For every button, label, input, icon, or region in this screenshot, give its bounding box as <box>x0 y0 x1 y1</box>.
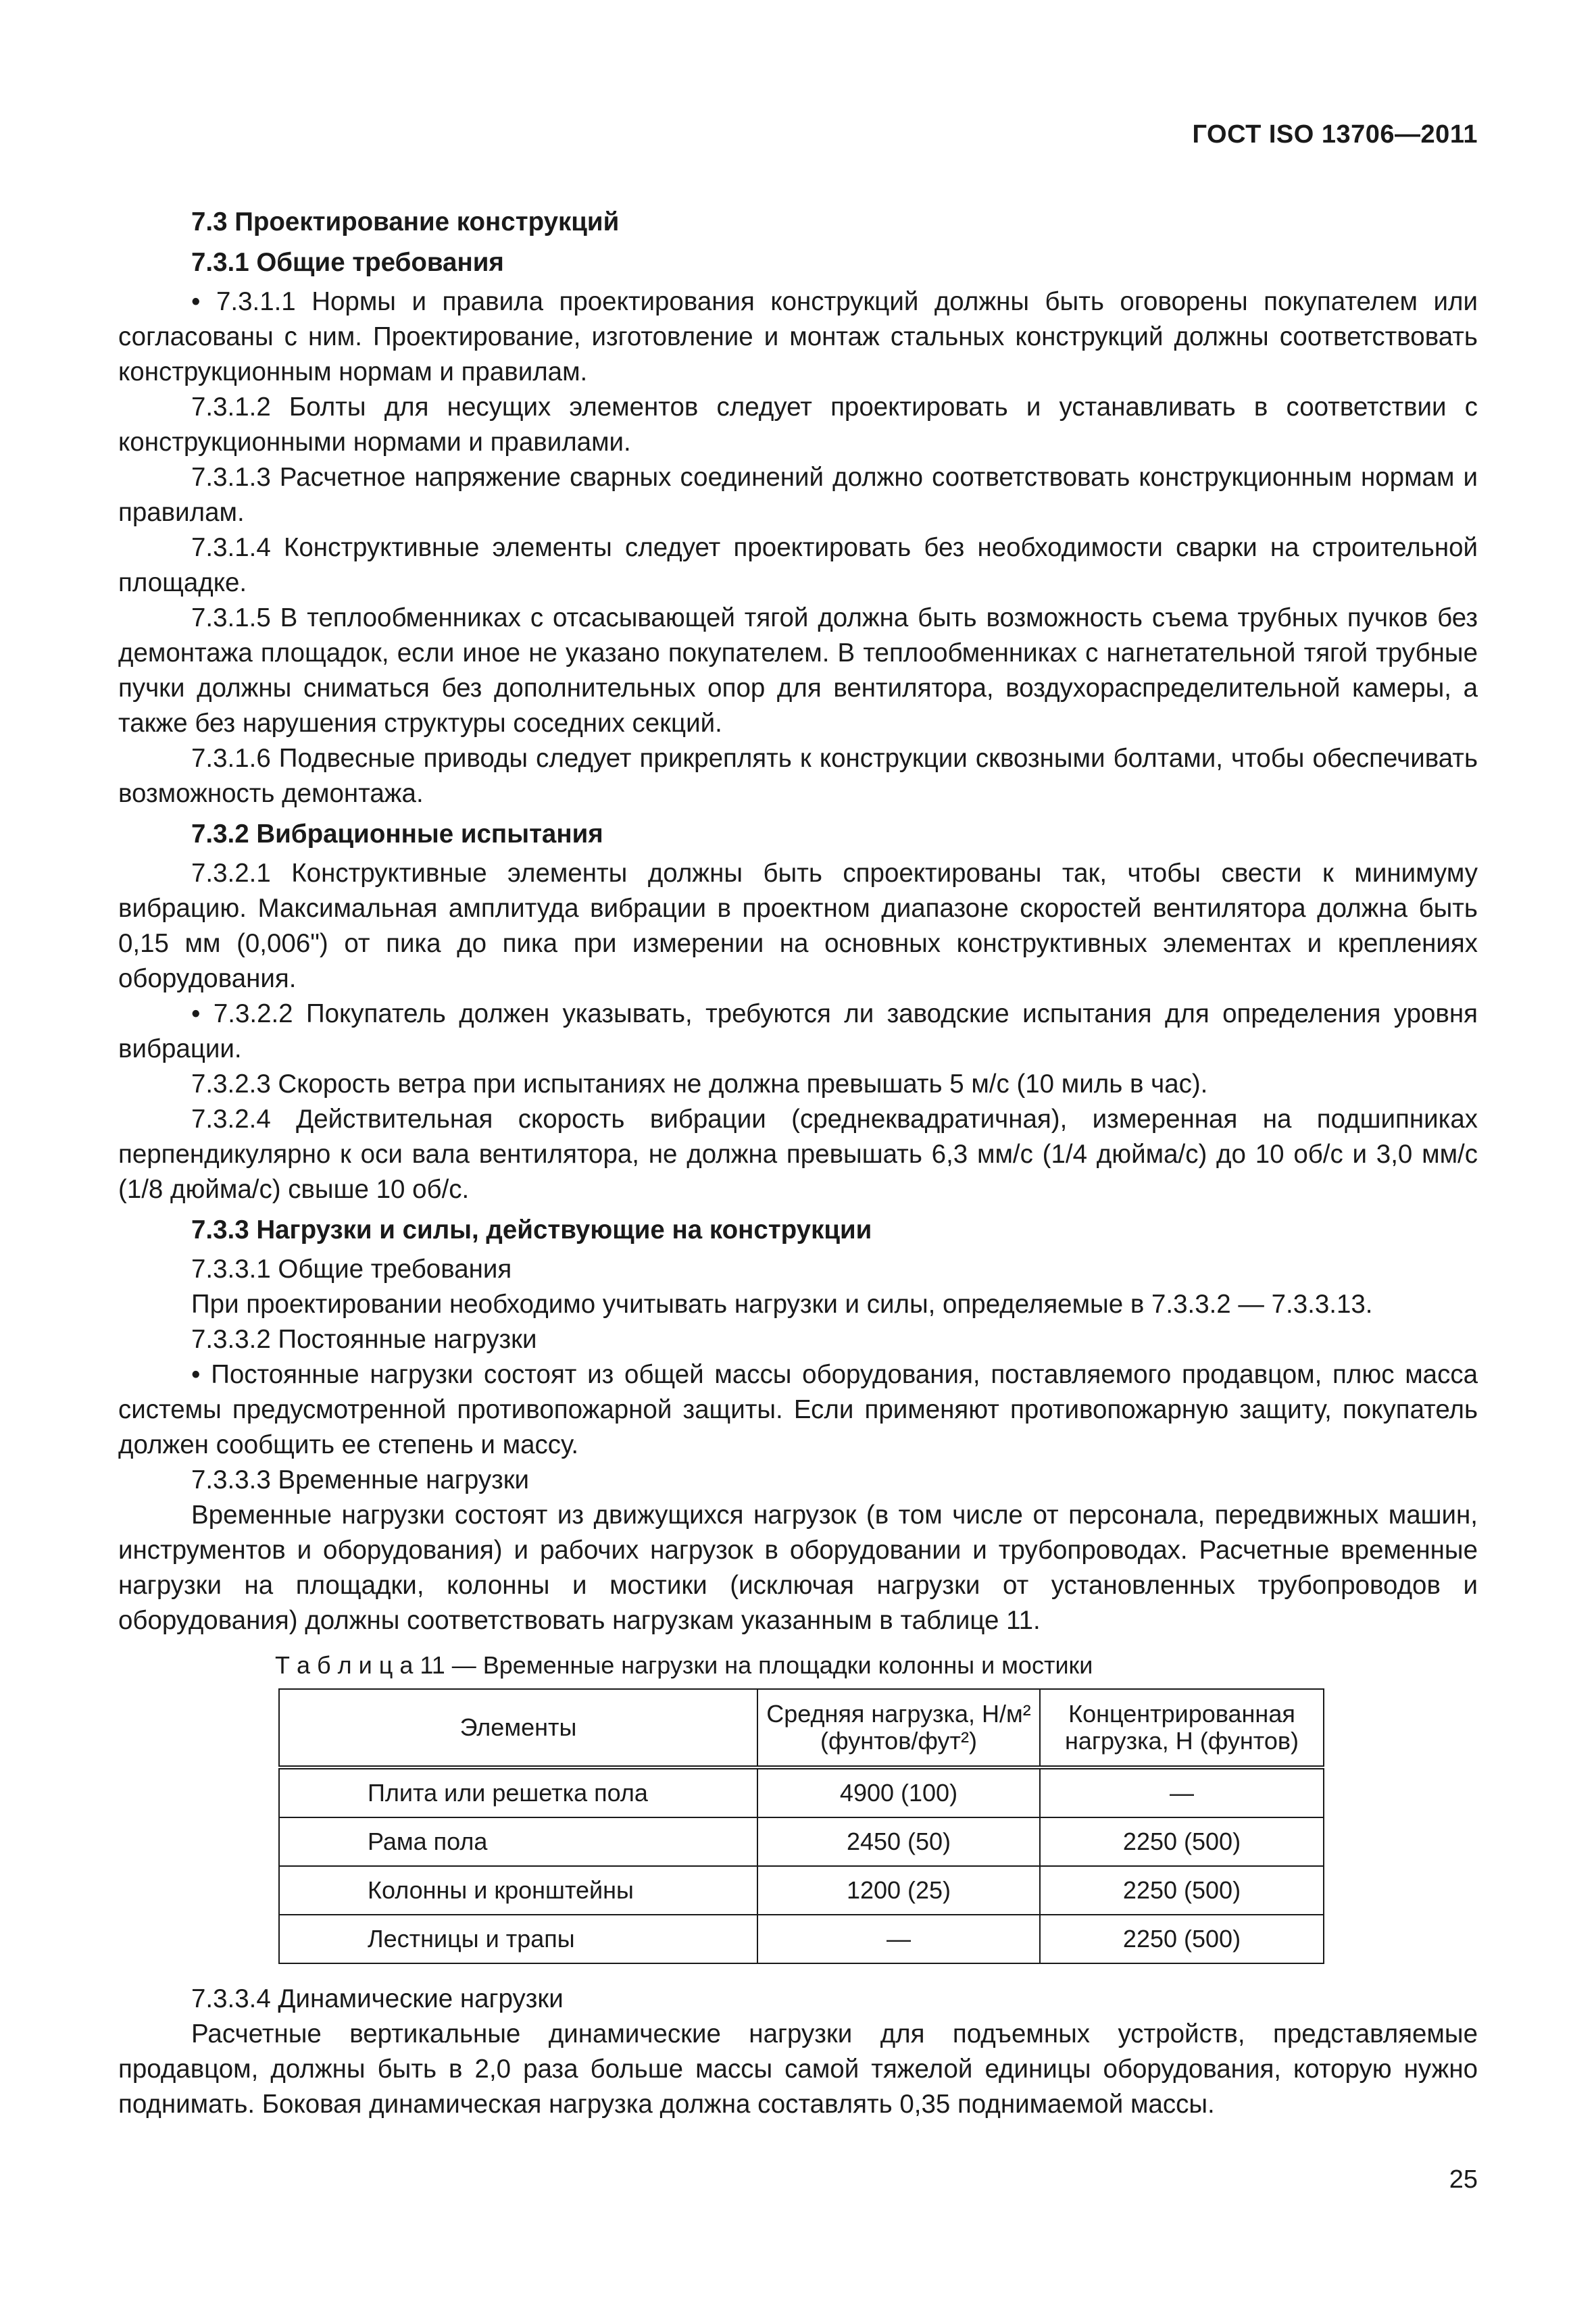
table-cell: 4900 (100) <box>757 1767 1040 1817</box>
section-heading: 7.3.1 Общие требования <box>191 248 504 277</box>
paragraph: При проектировании необходимо учитывать нагрузки и силы, определяемые в 7.3.3.2 — 7.3.3.13. <box>191 1290 1373 1319</box>
paragraph: 7.3.2.4 Действительная скорость вибрации (среднеквадратичная), измеренная на подшипниках перпендикулярно к оси вала вентилятора, не должна превышать 6,3 мм/с (1/4 дюйма/с) до 10 об/с и 3,0 мм/с (1/8 дюйма/с) свыше 10 об/с. <box>118 1105 1478 1204</box>
paragraph: Расчетные вертикальные динамические нагрузки для подъемных устройств, представляемые продавцом, должны быть в 2,0 раза больше массы самой тяжелой единицы оборудования, которую нужно поднимать. Боковая динамическая нагрузка должна составлять 0,35 поднимаемой массы. <box>118 2019 1478 2119</box>
table-row <box>279 1767 1324 1817</box>
table-row <box>279 1817 1324 1866</box>
table-row <box>279 1866 1324 1915</box>
paragraph: 7.3.3.1 Общие требования <box>191 1255 512 1284</box>
paragraph: Временные нагрузки состоят из движущихся нагрузок (в том числе от персонала, передвижных машин, инструментов и оборудования) и рабочих нагрузок в оборудовании и трубопроводах. Расчетные временные нагрузки на площадки, колонны и мостики (исключая нагрузки от установленных трубопроводов и оборудования) должны соответствовать нагрузкам указанным в таблице 11. <box>118 1501 1478 1635</box>
table-cell: 2250 (500) <box>1040 1817 1324 1866</box>
loads-table <box>278 1688 1324 1964</box>
paragraph: • 7.3.2.2 Покупатель должен указывать, требуются ли заводские испытания для определения уровня вибрации. <box>118 999 1478 1063</box>
table-row <box>279 1915 1324 1963</box>
table-cell: 2450 (50) <box>757 1817 1040 1866</box>
table-cell: 2250 (500) <box>1040 1866 1324 1915</box>
section-heading: 7.3 Проектирование конструкций <box>191 207 620 236</box>
paragraph: 7.3.1.6 Подвесные приводы следует прикреплять к конструкции сквозными болтами, чтобы обеспечивать возможность демонтажа. <box>118 744 1478 808</box>
document-header: ГОСТ ISO 13706—2011 <box>1192 120 1478 149</box>
paragraph: 7.3.1.3 Расчетное напряжение сварных соединений должно соответствовать конструкционным нормам и правилам. <box>118 463 1478 527</box>
paragraph: 7.3.2.1 Конструктивные элементы должны быть спроектированы так, чтобы свести к минимуму вибрацию. Максимальная амплитуда вибрации в проектном диапазоне скоростей вентилятора должна быть 0,15 мм (0,006") от пика до пика при измерении на основных конструктивных элементах и креплениях оборудования. <box>118 859 1478 993</box>
table-header-cell: Средняя нагрузка, Н/м² (фунтов/фут²) <box>757 1689 1040 1767</box>
table-cell: 2250 (500) <box>1040 1915 1324 1963</box>
table-cell: — <box>1040 1767 1324 1817</box>
paragraph: • Постоянные нагрузки состоят из общей массы оборудования, поставляемого продавцом, плюс масса системы предусмотренной противопожарной защиты. Если применяют противопожарную защиту, покупатель должен сообщить ее степень и массу. <box>118 1360 1478 1459</box>
table-cell: Плита или решетка пола <box>279 1767 757 1817</box>
page-number: 25 <box>1449 2165 1478 2194</box>
section-heading: 7.3.2 Вибрационные испытания <box>191 820 603 849</box>
paragraph: 7.3.1.4 Конструктивные элементы следует проектировать без необходимости сварки на строительной площадке. <box>118 533 1478 597</box>
table-cell: — <box>757 1915 1040 1963</box>
paragraph: 7.3.3.4 Динамические нагрузки <box>191 1984 564 2013</box>
table-cell: Лестницы и трапы <box>279 1915 757 1963</box>
paragraph: 7.3.1.2 Болты для несущих элементов следует проектировать и устанавливать в соответствии с конструкционными нормами и правилами. <box>118 393 1478 457</box>
section-heading: 7.3.3 Нагрузки и силы, действующие на конструкции <box>191 1215 872 1244</box>
table-header-cell: Концентрированная нагрузка, Н (фунтов) <box>1040 1689 1324 1767</box>
paragraph: 7.3.3.2 Постоянные нагрузки <box>191 1325 537 1354</box>
document-body <box>118 199 1478 2122</box>
paragraph: 7.3.1.5 В теплообменниках с отсасывающей тягой должна быть возможность съема трубных пучков без демонтажа площадок, если иное не указано покупателем. В теплообменниках с нагнетательной тягой трубные пучки должны сниматься без дополнительных опор для вентилятора, воздухораспределительной камеры, а также без нарушения структуры соседних секций. <box>118 603 1478 738</box>
table-cell: 1200 (25) <box>757 1866 1040 1915</box>
table-caption: Т а б л и ц а 11 — Временные нагрузки на площадки колонны и мостики <box>275 1651 1093 1679</box>
table-header-row <box>279 1689 1324 1767</box>
paragraph: 7.3.2.3 Скорость ветра при испытаниях не должна превышать 5 м/с (10 миль в час). <box>191 1070 1208 1099</box>
paragraph: 7.3.3.3 Временные нагрузки <box>191 1465 530 1494</box>
table-cell: Колонны и кронштейны <box>279 1866 757 1915</box>
table-cell: Рама пола <box>279 1817 757 1866</box>
paragraph: • 7.3.1.1 Нормы и правила проектирования конструкций должны быть оговорены покупателем или согласованы с ним. Проектирование, изготовление и монтаж стальных конструкций должны соответствовать конструкционным нормам и правилам. <box>118 287 1478 386</box>
table-header-cell: Элементы <box>279 1689 757 1767</box>
